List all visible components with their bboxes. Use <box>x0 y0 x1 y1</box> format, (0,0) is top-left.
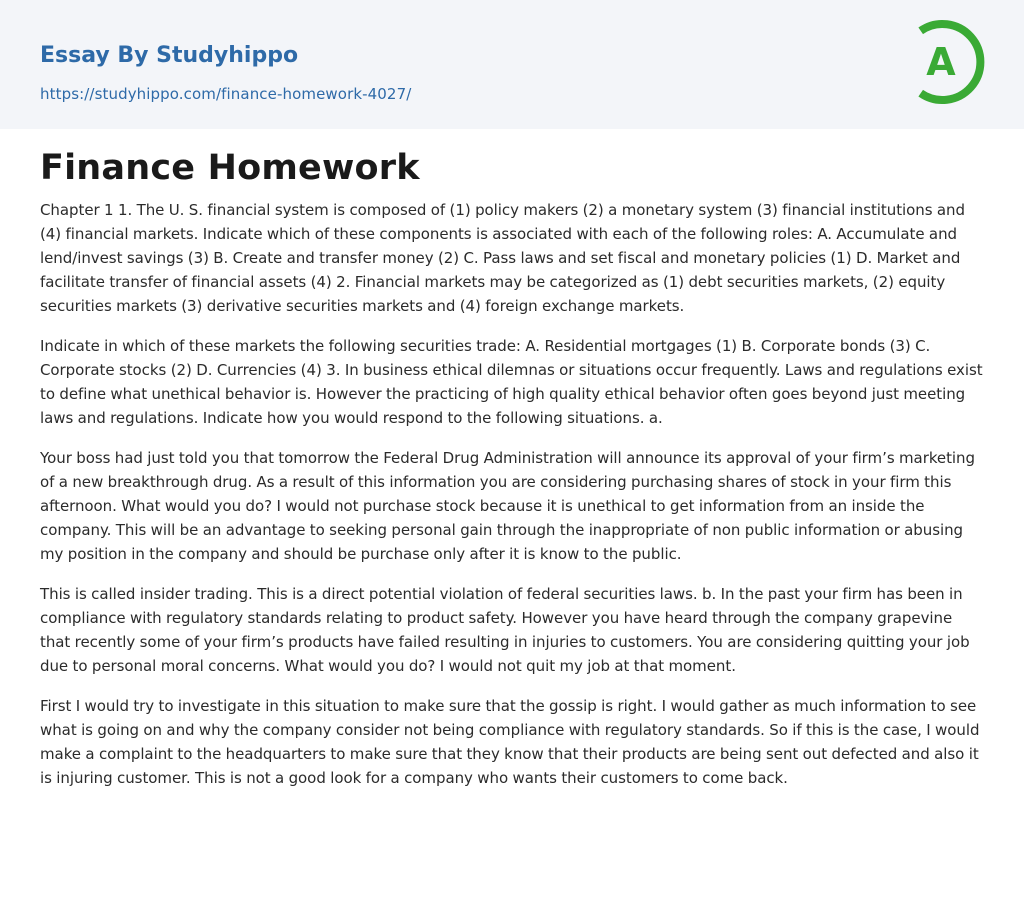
source-url-link[interactable]: https://studyhippo.com/finance-homework-4027/ <box>40 85 412 103</box>
essay-paragraph: Chapter 1 1. The U. S. financial system is composed of (1) policy makers (2) a monetary system (3) financial institutions and (4) financial markets. Indicate which of these components is associated with each of the following roles: A. Accumulate and lend/invest savings (3) B. Create and transfer money (2) C. Pass laws and set fiscal and monetary policies (1) D. Market and facilitate transfer of financial assets (4) 2. Financial markets may be categorized as (1) debt securities markets, (2) equity securities markets (3) derivative securities markets and (4) foreign exchange markets. <box>40 201 965 315</box>
site-title[interactable]: Essay By Studyhippo <box>40 43 299 68</box>
essay-paragraph: Indicate in which of these markets the following securities trade: A. Residential mortgages (1) B. Corporate bonds (3) C. Corporate stocks (2) D. Currencies (4) 3. In business ethical dilemnas or situations occur frequently. Laws and regulations exist to define what unethical behavior is. However the practicing of high quality ethical behavior often goes beyond just meeting laws and regulations. Indicate how you would respond to the following situations. a. <box>40 337 983 427</box>
essay-content <box>40 145 986 806</box>
site-header <box>0 0 1024 129</box>
essay-paragraph: This is called insider trading. This is a direct potential violation of federal securities laws. b. In the past your firm has been in compliance with regulatory standards relating to product safety. However you have heard through the company grapevine that recently some of your firm’s products have failed resulting in injuries to customers. You are considering quitting your job due to personal moral concerns. What would you do? I would not quit my job at that moment. <box>40 585 970 675</box>
page-title: Finance Homework <box>40 148 420 188</box>
logo-letter: A <box>926 40 956 84</box>
essay-paragraph: First I would try to investigate in this situation to make sure that the gossip is right. I would gather as much information to see what is going on and why the company consider not being compliance with regulatory standards. So if this is the case, I would make a complaint to the headquarters to make sure that they know that their products are being sent out defected and also it is injuring customer. This is not a good look for a company who wants their customers to come back. <box>40 697 980 787</box>
studyhippo-logo-icon[interactable] <box>912 18 988 106</box>
essay-paragraph: Your boss had just told you that tomorrow the Federal Drug Administration will announce its approval of your firm’s marketing of a new breakthrough drug. As a result of this information you are considering purchasing shares of stock in your firm this afternoon. What would you do? I would not purchase stock because it is unethical to get information from an inside the company. This will be an advantage to seeking personal gain through the inappropriate of non public information or abusing my position in the company and should be purchase only after it is know to the public. <box>40 449 975 563</box>
